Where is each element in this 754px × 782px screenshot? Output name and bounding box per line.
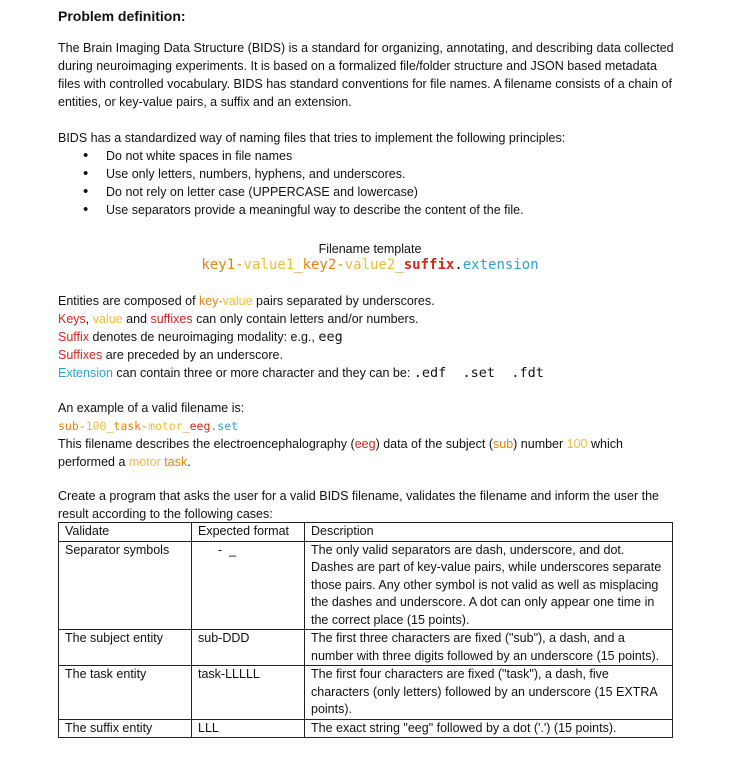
cell-validate: The task entity (59, 666, 192, 720)
rule-text: can contain three or more character and they can be: (112, 366, 414, 380)
template-key2: key2 (302, 257, 337, 273)
example-part: sub- (58, 419, 86, 433)
example-text: ) data of the subject ( (375, 437, 493, 451)
task-paragraph: Create a program that asks the user for a valid BIDS filename, validates the filename and inform the user the result according to the following cases: (58, 489, 660, 521)
cell-description: The only valid separators are dash, underscore, and dot. Dashes are part of key-value pairs, while underscores separate those pairs. Any other symbol is not valid as well as misplacing the dashes and underscore. A dot can only appear one time in the correct place (15 points). (305, 541, 673, 630)
example-task: task (160, 455, 188, 469)
example-text: ) number (513, 437, 567, 451)
rule-suffixes-word: suffixes (150, 312, 193, 326)
template-value1: value1 (243, 257, 295, 273)
rule-value: value (222, 294, 253, 308)
cell-format: task-LLLLL (192, 666, 305, 720)
rule-extension-word: Extension (58, 366, 113, 380)
rule-key: key (199, 294, 219, 308)
example-part: 100 (85, 419, 107, 433)
rule-text: , (85, 312, 93, 326)
rule-code: eeg (318, 329, 343, 345)
example-number: 100 (566, 437, 588, 451)
template-extension: extension (462, 257, 539, 273)
validation-table (58, 522, 673, 738)
example-description (58, 435, 718, 453)
cell-validate: Separator symbols (59, 541, 192, 630)
table-row (59, 719, 673, 738)
filename-template (0, 256, 740, 274)
rule-code: .edf .set .fdt (413, 365, 544, 381)
template-key1: key1 (201, 257, 236, 273)
example-description-cont (58, 453, 718, 471)
template-dash: - (235, 257, 244, 273)
rule-suffixes (58, 346, 718, 364)
rule-value: value (92, 312, 123, 326)
header-validate: Validate (59, 523, 192, 542)
principles-intro: BIDS has a standardized way of naming files that tries to implement the following principles: (58, 131, 566, 145)
example-part: _ (182, 419, 190, 433)
example-eeg: eeg (354, 437, 376, 451)
example-motor: motor (128, 455, 161, 469)
rule-dash: - (218, 294, 223, 308)
example-part: .set (210, 419, 239, 433)
table-row (59, 630, 673, 666)
rule-text: Entities are composed of (58, 294, 200, 308)
cell-validate: The subject entity (59, 630, 192, 666)
rule-keys (58, 310, 718, 328)
page-heading: Problem definition: (58, 8, 186, 24)
template-title: Filename template (318, 242, 422, 256)
cell-format: LLL (192, 719, 305, 738)
rule-suffixes-word: Suffixes (58, 348, 103, 362)
cell-validate: The suffix entity (59, 719, 192, 738)
template-dot: . (454, 257, 463, 273)
header-description: Description (305, 523, 673, 542)
intro-paragraph: The Brain Imaging Data Structure (BIDS) is a standard for organizing, annotating, and describing data collected during neuroimaging experiments. It is based on a formalized file/folder structure and JSON based metadata files with controlled vocabulary. BIDS has standard conventions for file names. A filename consists of a chain of entities, or key-value pairs, a suffix and an extension. (58, 41, 674, 109)
rule-text: denotes de neuroimaging modality: e.g., (89, 330, 319, 344)
example-part: eeg (189, 419, 211, 433)
template-dash: - (336, 257, 345, 273)
rule-suffix-word: Suffix (58, 330, 90, 344)
list-item: • Use only letters, numbers, hyphens, and underscores. (58, 165, 698, 183)
rule-entities (58, 292, 718, 310)
example-filename (58, 417, 718, 435)
cell-description: The first four characters are fixed ("task"), a dash, five characters (only letters) followed by an underscore (15 EXTRA points). (305, 666, 673, 720)
rule-text: can only contain letters and/or numbers. (192, 312, 419, 326)
example-intro: An example of a valid filename is: (58, 401, 245, 415)
rule-text: and (122, 312, 151, 326)
template-underscore: _ (294, 257, 303, 273)
example-block (58, 399, 718, 471)
cell-description: The exact string "eeg" followed by a dot ('.') (15 points). (305, 719, 673, 738)
example-text: performed a (58, 455, 129, 469)
principles-list (58, 147, 698, 219)
rule-keys-word: Keys (58, 312, 86, 326)
example-text: which (587, 437, 623, 451)
rule-suffix (58, 328, 718, 346)
example-sub: sub (493, 437, 514, 451)
example-text: This filename describes the electroencephalography ( (58, 437, 355, 451)
header-expected-format: Expected format (192, 523, 305, 542)
example-part: _task- (106, 419, 149, 433)
list-item: • Do not white spaces in file names (58, 147, 698, 165)
table-header-row (59, 523, 673, 542)
template-value2: value2 (344, 257, 396, 273)
list-item: • Use separators provide a meaningful way to describe the content of the file. (58, 201, 698, 219)
rule-text: are preceded by an underscore. (102, 348, 283, 362)
list-item: • Do not rely on letter case (UPPERCASE and lowercase) (58, 183, 698, 201)
example-part: motor (148, 419, 183, 433)
rules-block (58, 292, 718, 382)
table-row (59, 541, 673, 630)
example-text: . (187, 455, 191, 469)
rule-extension (58, 364, 718, 382)
rule-text: pairs separated by underscores. (252, 294, 435, 308)
cell-format: - _ (192, 541, 305, 630)
table-row (59, 666, 673, 720)
template-underscore: _ (395, 257, 404, 273)
cell-format: sub-DDD (192, 630, 305, 666)
cell-description: The first three characters are fixed ("sub"), a dash, and a number with three digits followed by an underscore (15 points). (305, 630, 673, 666)
template-suffix: suffix (403, 257, 455, 273)
